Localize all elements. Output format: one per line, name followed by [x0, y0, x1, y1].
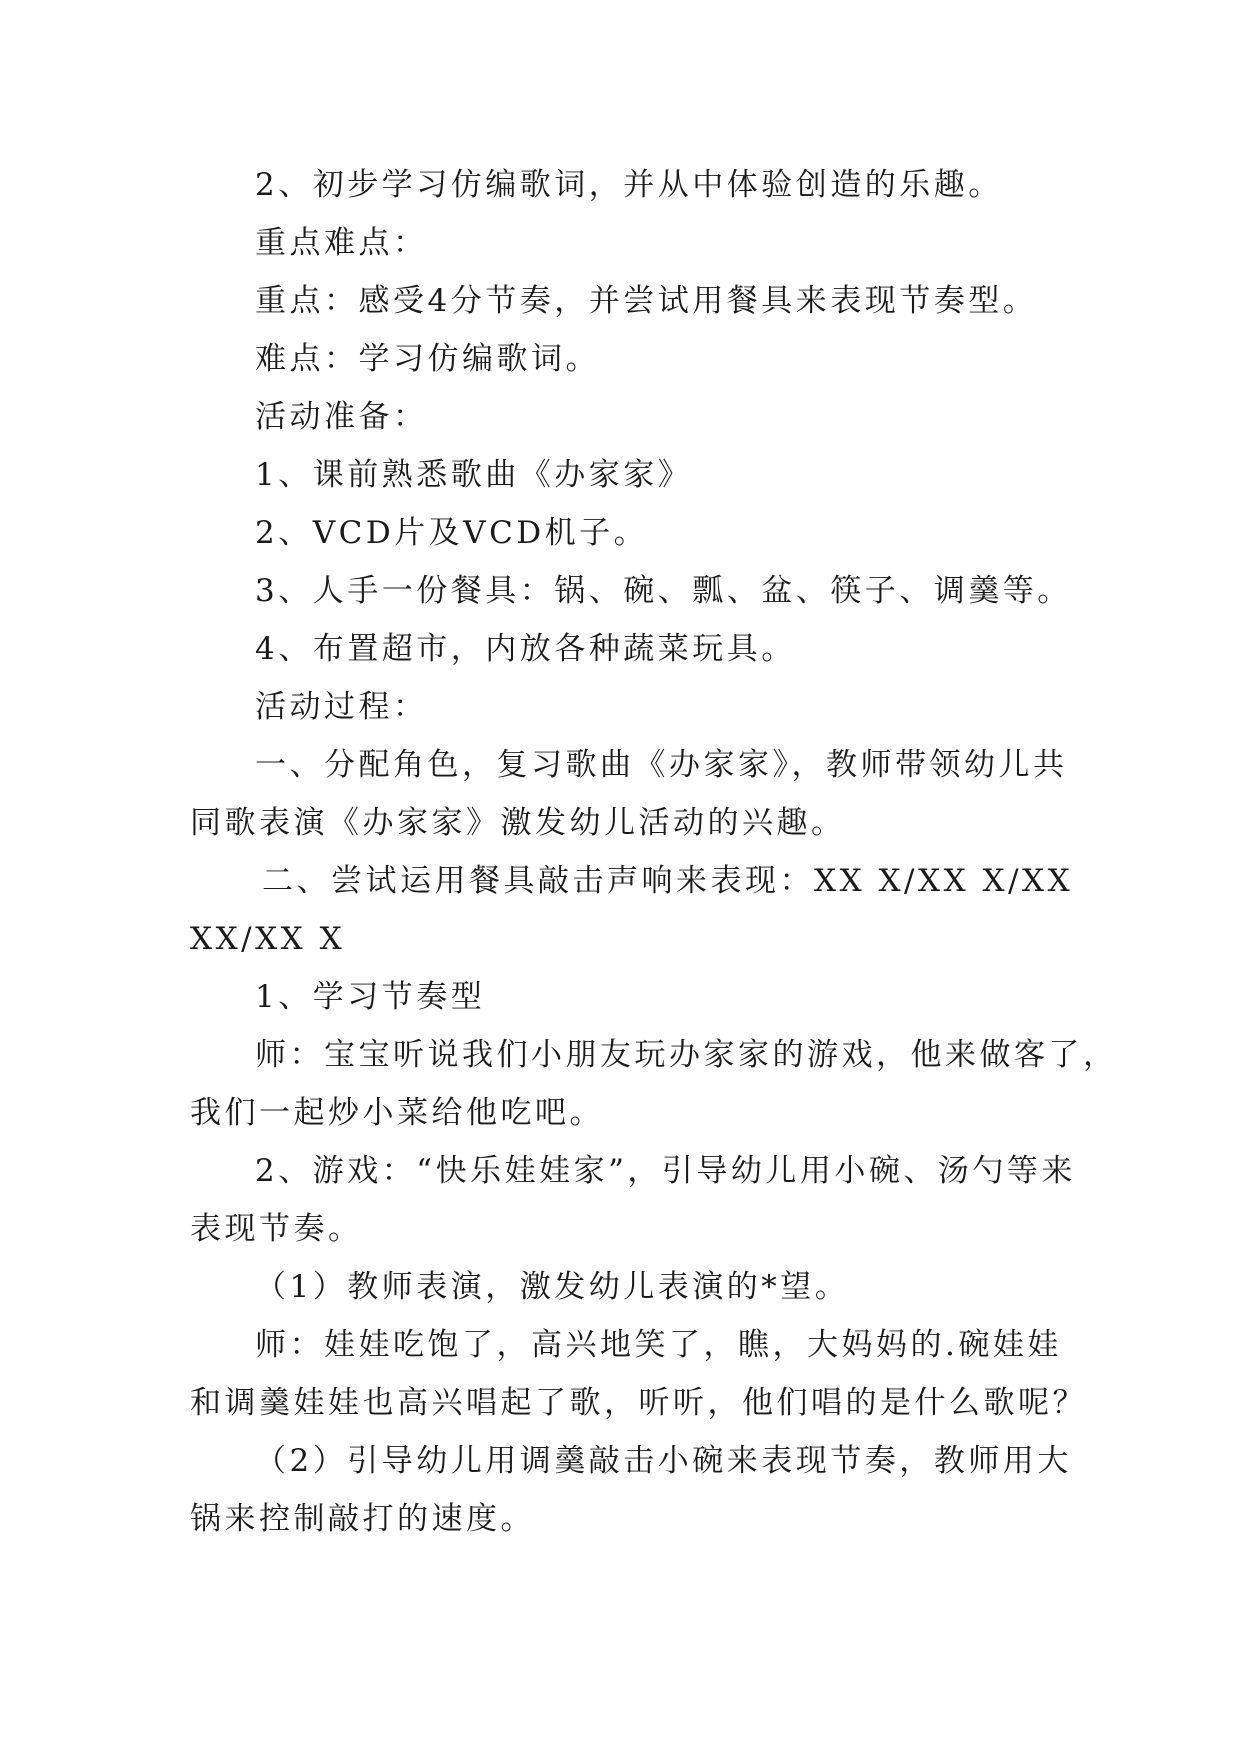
- sub-step-2-line-2: 锅来控制敲打的速度。: [190, 1501, 535, 1537]
- teacher-line-1b: 我们一起炒小菜给他吃吧。: [190, 1095, 604, 1131]
- process-heading: 活动过程：: [255, 689, 428, 725]
- preparation-item-2: 2、VCD片及VCD机子。: [255, 515, 649, 551]
- difficulty-point: 难点：学习仿编歌词。: [255, 341, 600, 377]
- key-difficulty-heading: 重点难点：: [255, 225, 428, 261]
- game-line-1: 2、游戏：“快乐娃娃家”，引导幼儿用小碗、汤勺等来: [255, 1153, 1076, 1189]
- preparation-item-1: 1、课前熟悉歌曲《办家家》: [255, 457, 693, 493]
- process-step-1-line-1: 一、分配角色，复习歌曲《办家家》，教师带领幼儿共: [255, 747, 1068, 783]
- process-step-2-line-1: 二、尝试运用餐具敲击声响来表现：XX X/XX X/XX: [262, 863, 1074, 899]
- teacher-line-2b: 和调羹娃娃也高兴唱起了歌，听听，他们唱的是什么歌呢？: [190, 1385, 1087, 1421]
- preparation-item-4: 4、布置超市，内放各种蔬菜玩具。: [255, 631, 796, 667]
- sub-step-1: （1）教师表演，激发幼儿表演的*望。: [255, 1269, 850, 1305]
- preparation-item-3: 3、人手一份餐具：锅、碗、瓢、盆、筷子、调羹等。: [255, 573, 1072, 609]
- sub-step-2-line-1: （2）引导幼儿用调羹敲击小碗来表现节奏，教师用大: [255, 1443, 1072, 1479]
- teacher-line-1a: 师：宝宝听说我们小朋友玩办家家的游戏，他来做客了，: [255, 1037, 1118, 1073]
- key-point: 重点：感受4分节奏，并尝试用餐具来表现节奏型。: [255, 283, 1038, 319]
- process-step-1-line-2: 同歌表演《办家家》激发幼儿活动的兴趣。: [190, 805, 846, 841]
- process-step-2-line-2: XX/XX X: [190, 921, 346, 957]
- preparation-heading: 活动准备：: [255, 399, 428, 435]
- rhythm-learning-heading: 1、学习节奏型: [255, 979, 486, 1015]
- teacher-line-2a: 师：娃娃吃饱了，高兴地笑了，瞧，大妈妈的.碗娃娃: [255, 1327, 1062, 1363]
- game-line-2: 表现节奏。: [190, 1211, 363, 1247]
- objective-2: 2、初步学习仿编歌词，并从中体验创造的乐趣。: [255, 167, 1003, 203]
